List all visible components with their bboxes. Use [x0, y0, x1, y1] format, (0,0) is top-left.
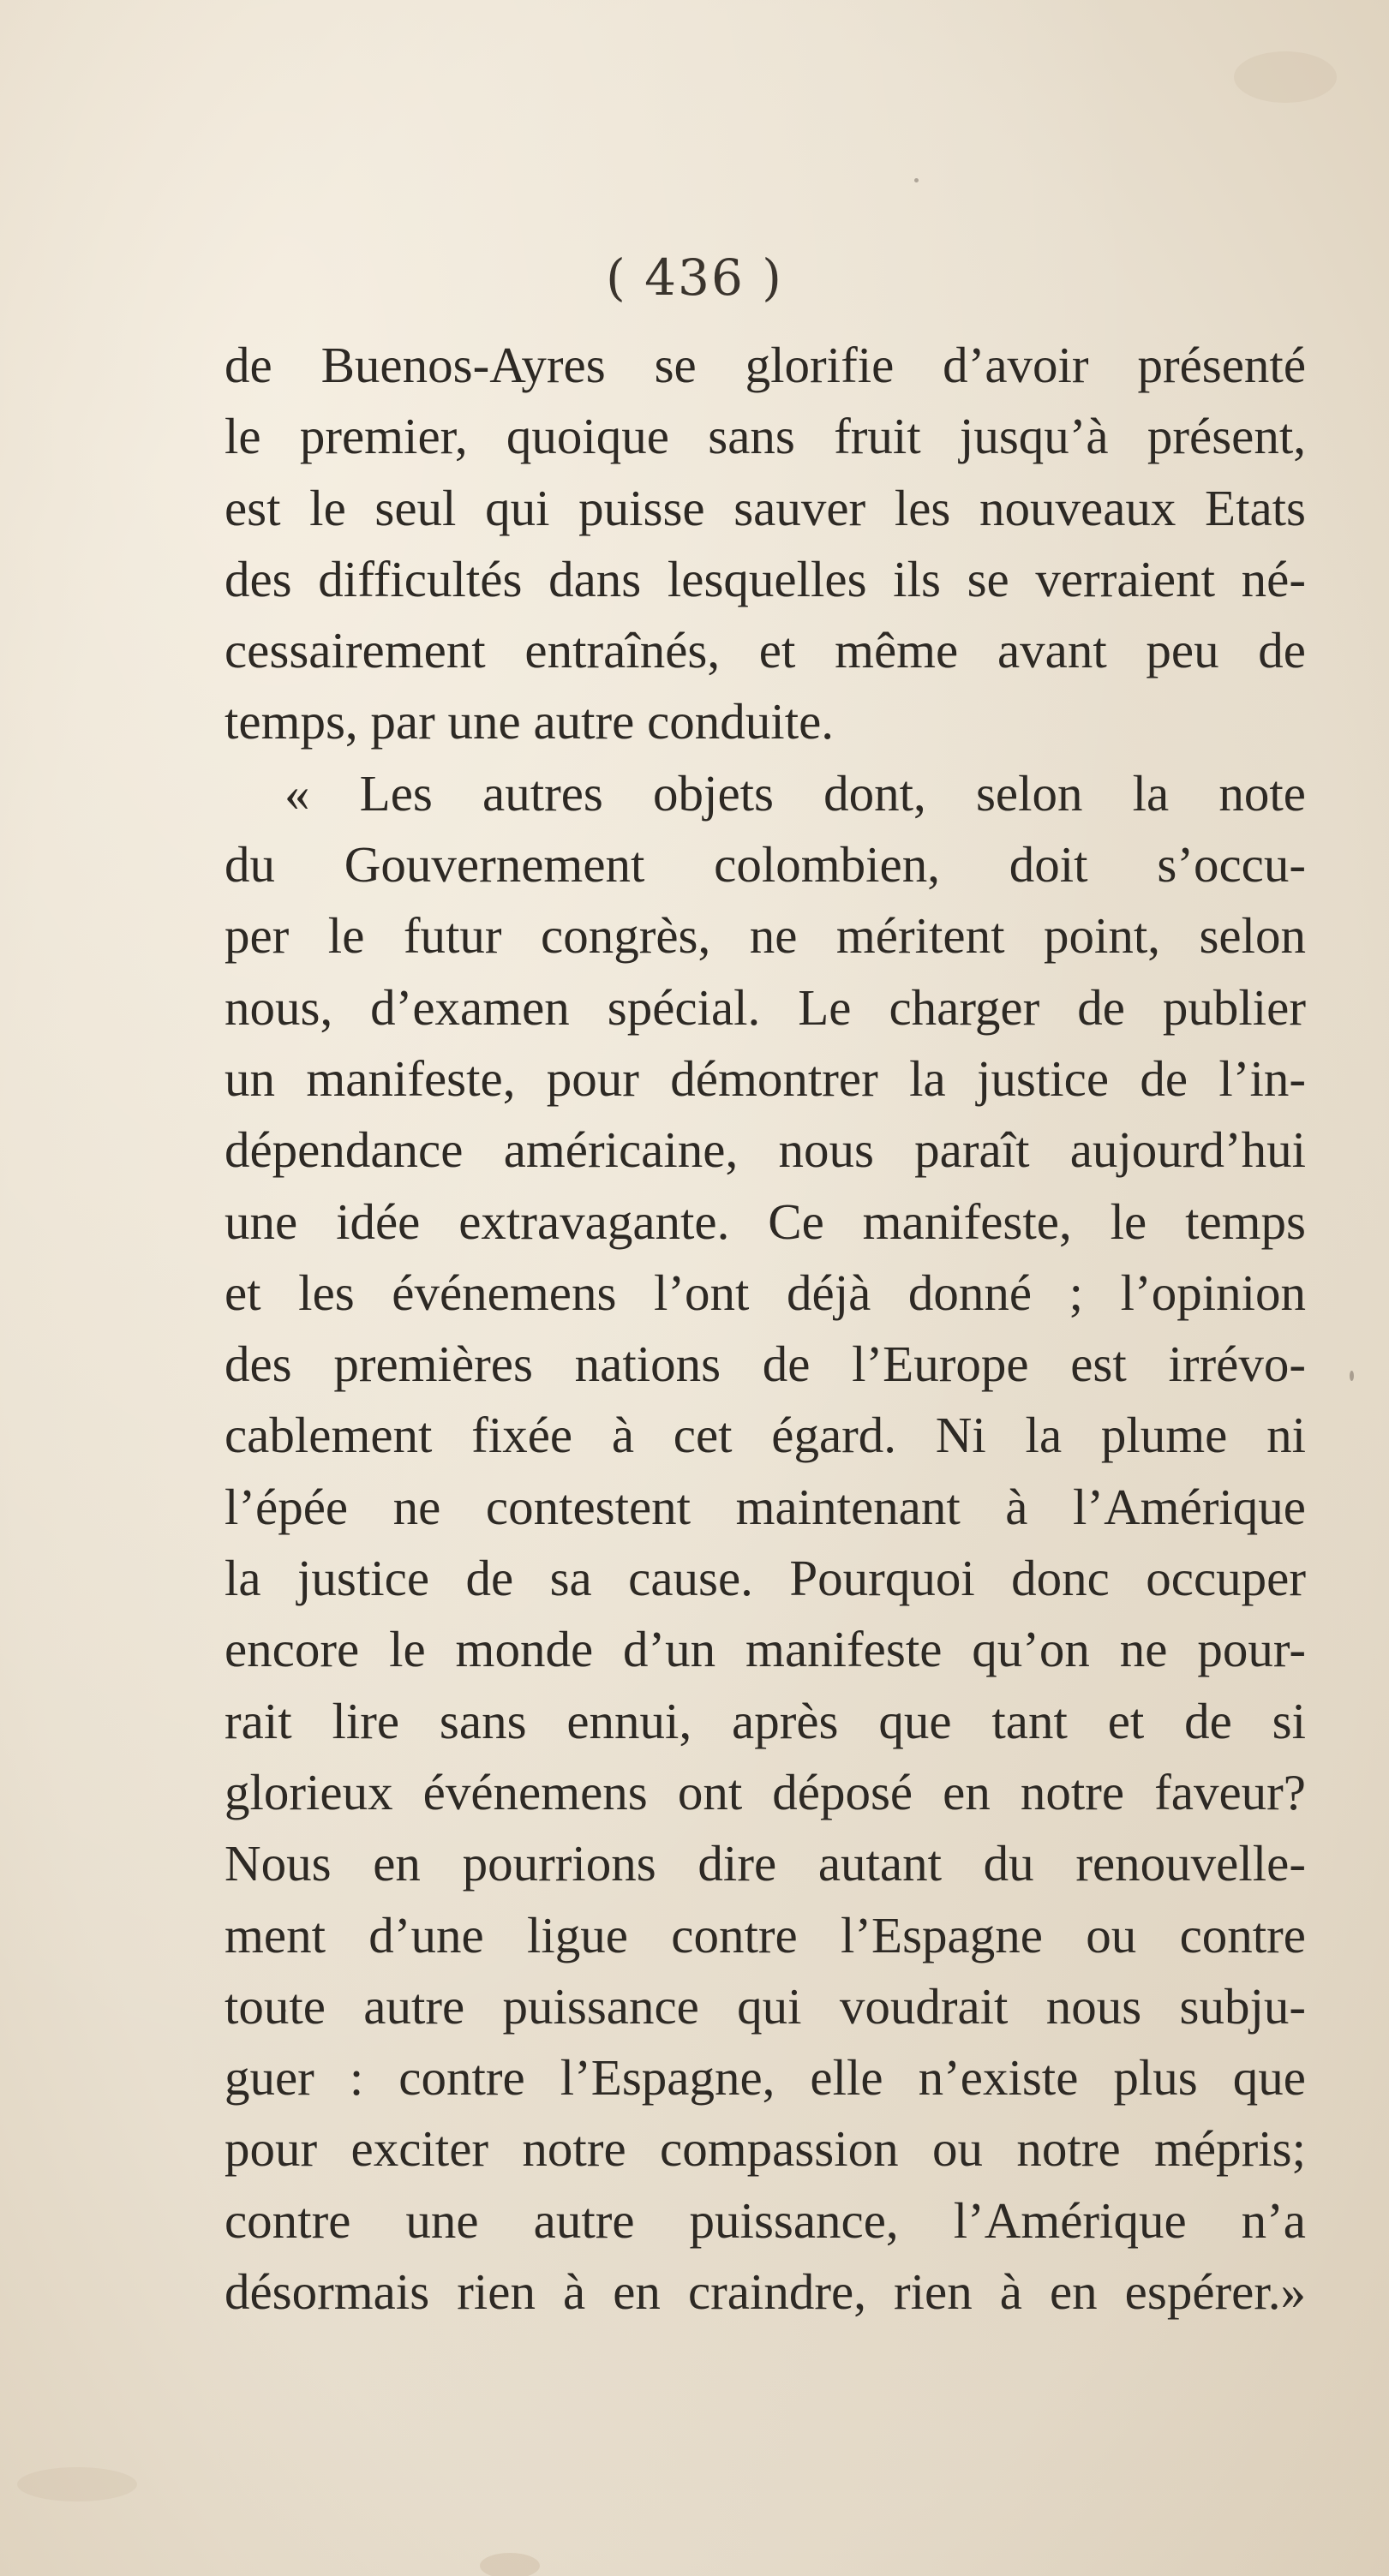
text-line: la justice de sa cause. Pourquoi donc occuper [225, 1550, 1306, 1607]
text-line: ment d’une ligue contre l’Espagne ou contre [225, 1906, 1306, 1963]
body-text [225, 330, 1306, 2328]
paper-stain [17, 2467, 137, 2501]
text-line: « Les autres objets dont, selon la note [284, 764, 1306, 822]
text-line: est le seul qui puisse sauver les nouveaux Etats [225, 479, 1306, 536]
paper-speck [1350, 1371, 1354, 1381]
text-line: dépendance américaine, nous paraît aujourd’hui [225, 1121, 1306, 1179]
text-line: cablement fixée à cet égard. Ni la plume ni [225, 1407, 1306, 1464]
text-line: cessairement entraînés, et même avant peu de [225, 622, 1306, 679]
text-line: du Gouvernement colombien, doit s’occu- [225, 836, 1306, 894]
text-line: une idée extravagante. Ce manifeste, le temps [225, 1192, 1306, 1250]
text-line: le premier, quoique sans fruit jusqu’à présent, [225, 408, 1306, 465]
page-number: ( 436 ) [606, 248, 783, 307]
text-line: per le futur congrès, ne méritent point, selon [225, 907, 1306, 965]
text-line: de Buenos-Ayres se glorifie d’avoir présenté [225, 337, 1306, 393]
paper-stain [480, 2553, 540, 2576]
text-line: guer : contre l’Espagne, elle n’existe plus que [225, 2049, 1306, 2107]
text-line: encore le monde d’un manifeste qu’on ne pour- [225, 1621, 1306, 1678]
text-line: désormais rien à en craindre, rien à en espérer.» [225, 2263, 1306, 2321]
text-line: et les événemens l’ont déjà donné ; l’opinion [225, 1264, 1306, 1321]
text-line: contre une autre puissance, l’Amérique n’a [225, 2191, 1306, 2249]
text-line: des difficultés dans lesquelles ils se verraient né- [225, 550, 1306, 607]
paper-speck [914, 178, 919, 182]
text-line: l’épée ne contestent maintenant à l’Amérique [225, 1478, 1306, 1535]
text-line: toute autre puissance qui voudrait nous subju- [225, 1977, 1306, 2035]
text-line: glorieux événemens ont déposé en notre faveur? [225, 1763, 1306, 1820]
text-line: Nous en pourrions dire autant du renouvelle- [225, 1835, 1306, 1892]
text-line: un manifeste, pour démontrer la justice de l’in- [225, 1049, 1306, 1107]
text-line: nous, d’examen spécial. Le charger de publier [225, 978, 1306, 1036]
paper-stain [1234, 51, 1337, 103]
text-line: temps, par une autre conduite. [225, 693, 835, 750]
text-line: des premières nations de l’Europe est irrévo- [225, 1336, 1306, 1393]
text-line: rait lire sans ennui, après que tant et de si [225, 1692, 1306, 1749]
text-line: pour exciter notre compassion ou notre mépris; [225, 2120, 1306, 2178]
